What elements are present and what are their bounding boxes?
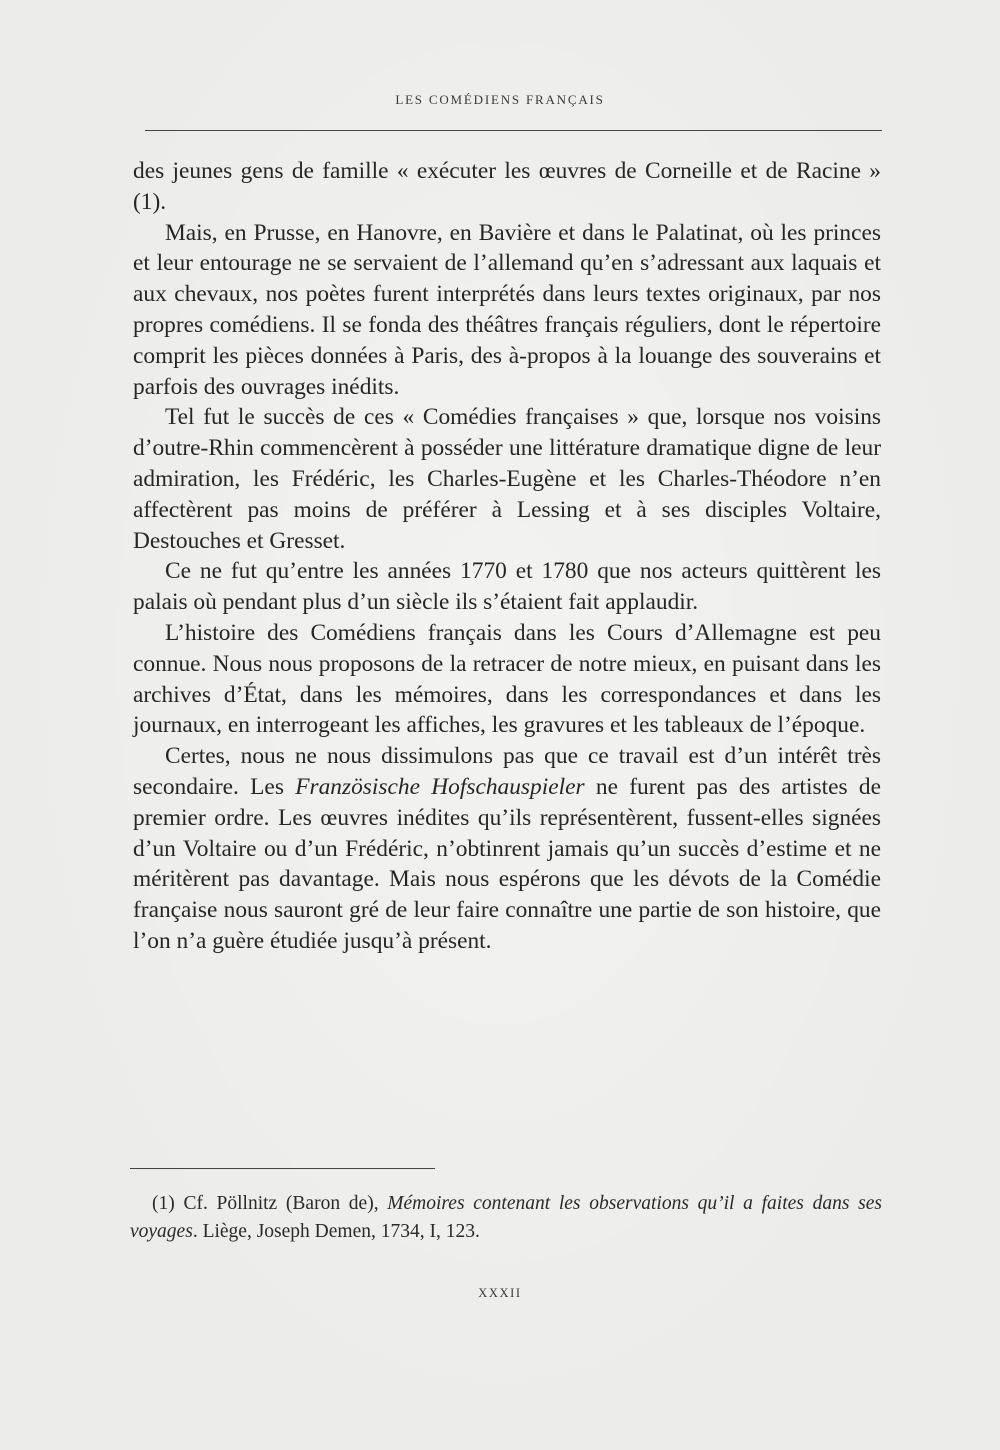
running-head: LES COMÉDIENS FRANÇAIS [395, 92, 605, 107]
page-number: XXXII [478, 1286, 522, 1300]
paragraph-6-start: Certes, nous ne nous dissimulons pas que ce travail est d’un intérêt très secondaire. Les [133, 743, 881, 800]
footnote-title: Mémoires contenant les observations qu’il a faites dans ses voyages [130, 1193, 882, 1242]
paragraph-6 [133, 741, 881, 957]
german-term: Französische Hofschauspieler [295, 773, 585, 800]
footnote-end: . Liège, Joseph Demen, 1734, I, 123. [192, 1221, 480, 1242]
main-text [133, 156, 881, 957]
paragraph-5: L’histoire des Comédiens français dans les Cours d’Allemagne est peu connue. Nous nous proposons de la retracer de notre mieux, en puisant dans les archives d’État, dans les mémoires, dans les correspondances et dans les journaux, en interrogeant les affiches, les gravures et les tableaux de l’époque. [133, 619, 881, 739]
footnote-rule [130, 1168, 435, 1169]
paragraph-1: des jeunes gens de famille « exécuter les œuvres de Corneille et de Racine » (1). [133, 158, 881, 215]
paragraph-2: Mais, en Prusse, en Hanovre, en Bavière et dans le Palatinat, où les princes et leur entourage ne se servaient de l’allemand qu’en s’adressant aux laquais et aux chevaux, nos poètes furent interprétés dans leurs textes originaux, par nos propres comédiens. Il se fonda des théâtres français réguliers, dont le répertoire comprit les pièces données à Paris, des à-propos à la louange des souverains et parfois des ouvrages inédits. [133, 219, 881, 400]
paragraph-6-end: ne furent pas des artistes de premier ordre. Les œuvres inédites qu’ils représentèrent, fussent-elles signées d’un Voltaire ou d’un Frédéric, n’obtinrent jamais qu’un succès d’estime et ne méritèrent pas davantage. Mais nous espérons que les dévots de la Comédie française nous sauront gré de leur faire connaître une partie de son histoire, que l’on n’a guère étudiée jusqu’à présent. [133, 773, 881, 954]
footnote [130, 1190, 882, 1246]
paragraph-4: Ce ne fut qu’entre les années 1770 et 1780 que nos acteurs quittèrent les palais où pendant plus d’un siècle ils s’étaient fait applaudir. [133, 558, 881, 616]
footnote-start: (1) Cf. Pöllnitz (Baron de), [152, 1193, 388, 1214]
paragraph-3: Tel fut le succès de ces « Comédies françaises » que, lorsque nos voisins d’outre-Rhin commencèrent à posséder une littérature dramatique digne de leur admiration, les Frédéric, les Charles-Eugène et les Charles-Théodore n’en affectèrent pas moins de préférer à Lessing et à ses disciples Voltaire, Destouches et Gresset. [133, 404, 881, 554]
header-rule [145, 130, 882, 131]
